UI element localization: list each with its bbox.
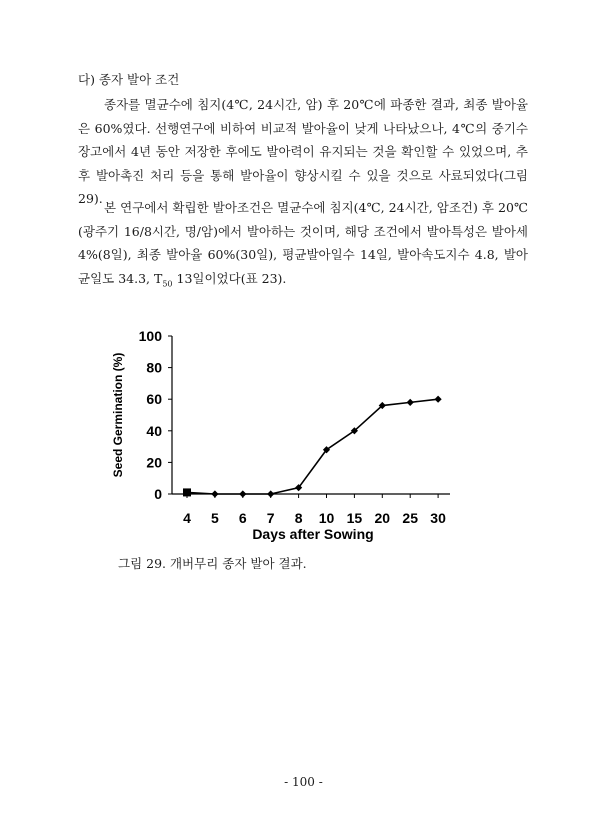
y-tick-label: 20 <box>146 454 162 471</box>
x-tick-label: 15 <box>346 510 363 526</box>
y-tick-label: 80 <box>146 359 162 376</box>
paragraph-2-tail: 13일이었다(표 23). <box>172 270 287 286</box>
series-line <box>187 399 438 494</box>
figure-caption: 그림 29. 개버무리 종자 발아 결과. <box>118 556 307 571</box>
germination-chart <box>100 318 460 548</box>
data-point-diamond <box>211 490 218 497</box>
data-point-square <box>183 488 191 496</box>
data-point-diamond <box>239 490 246 497</box>
y-tick-label: 40 <box>146 422 162 439</box>
paragraph-2-text: 본 연구에서 확립한 발아조건은 멸균수에 침지(4℃, 24시간, 암조건) 후 20℃(광주기 16/8시간, 명/암)에서 발아하는 것이며, 해당 조건에서 발아특성은 발아세 4%(8일), 최종 발아율 60%(30일), 평균발아일수 14일, 발아속도지수 4.8, 발아균일도 34.3, T <box>78 200 528 286</box>
x-tick-label: 7 <box>266 510 275 526</box>
x-tick-label: 5 <box>211 510 219 526</box>
y-tick-label: 0 <box>154 486 162 502</box>
paragraph-block-2 <box>78 196 528 296</box>
y-tick-label: 100 <box>138 328 162 344</box>
y-axis-title: Seed Germination (%) <box>111 352 125 478</box>
t50-subscript: 50 <box>162 279 173 288</box>
x-tick-label: 30 <box>430 510 446 526</box>
page-number: - 100 - <box>284 775 323 789</box>
x-tick-label: 20 <box>374 510 391 526</box>
x-tick-label: 6 <box>238 510 247 526</box>
x-tick-label: 10 <box>318 510 335 526</box>
data-point-diamond <box>267 490 274 497</box>
data-point-diamond <box>435 396 442 403</box>
x-tick-label: 25 <box>402 510 418 526</box>
paragraph-1: 종자를 멸균수에 침지(4℃, 24시간, 암) 후 20℃에 파종한 결과, 최종 발아율은 60%였다. 선행연구에 비하여 비교적 발아율이 낮게 나타났으나, 4℃의 중기수장고에서 4년 동안 저장한 후에도 발아력이 유지되는 것을 확인할 수 있었으며, 추후 발아촉진 처리 등을 통해 발아율이 향상시킬 수 있을 것으로 사료되었다(그림 29). <box>78 97 528 206</box>
x-axis-title: Days after Sowing <box>252 526 374 542</box>
data-point-diamond <box>407 399 414 406</box>
chart-layer <box>111 328 450 542</box>
x-tick-label: 8 <box>294 510 303 526</box>
x-tick-label: 4 <box>183 510 191 526</box>
paragraph-block-1 <box>78 93 528 211</box>
y-tick-label: 60 <box>146 391 162 408</box>
section-heading: 다) 종자 발아 조건 <box>78 72 180 87</box>
paragraph-2 <box>78 196 528 296</box>
